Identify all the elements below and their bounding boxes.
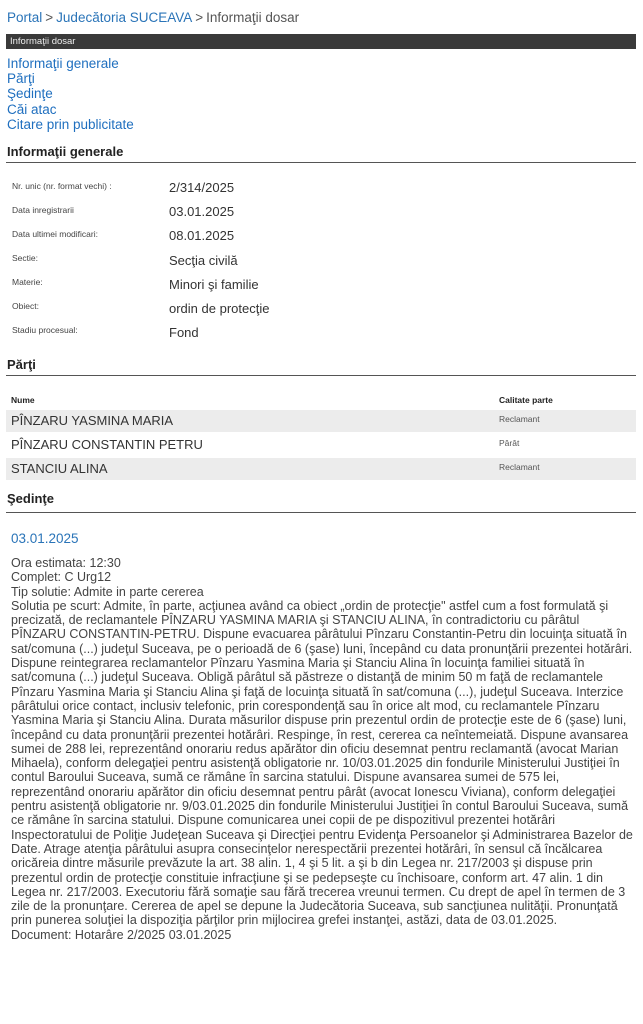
table-row [6,410,636,432]
hearing-tip-solutie: Tip solutie: Admite in parte cererea [11,584,204,599]
party-name: PÎNZARU CONSTANTIN PETRU [11,437,203,452]
nav-link-informatii-generale[interactable]: Informaţii generale [7,56,119,71]
nav-link-cai-atac[interactable]: Căi atac [7,101,57,117]
nav-link-parti[interactable]: Părţi [7,71,35,87]
breadcrumb-separator: > [195,10,204,25]
divider [6,375,636,376]
section-title-general: Informaţii generale [7,144,124,159]
table-header-calitate: Calitate parte [499,395,553,405]
section-title-sedinte: Şedinţe [7,491,54,506]
table-header-nume: Nume [11,395,35,405]
info-label-materie: Materie: [12,277,43,287]
breadcrumb-portal-link[interactable]: Portal [7,10,43,25]
header-bar: Informaţii dosar [6,34,636,49]
hearing-details [11,556,633,942]
hearing-document: Document: Hotarâre 2/2025 03.01.2025 [11,927,232,942]
nav-link-citare[interactable]: Citare prin publicitate [7,116,134,132]
breadcrumb-current: Informaţii dosar [206,10,300,25]
breadcrumb [7,10,299,25]
info-label-data-inregistrarii: Data inregistrarii [12,205,74,215]
info-value-materie: Minori şi familie [169,277,259,292]
table-row [6,434,636,456]
info-label-nr-unic: Nr. unic (nr. format vechi) : [12,181,112,191]
section-title-parti: Părţi [7,357,36,372]
party-name: PÎNZARU YASMINA MARIA [11,413,174,428]
hearing-solutie: Solutia pe scurt: Admite, în parte, acţiunea având ca obiect „ordin de protecţie" astfel cum a fost formulată şi precizată, de reclamantele PÎNZARU YASMINA MARIA şi STANCIU ALINA, în contradictoriu cu pârâtul PÎNZARU CONSTANTIN-PETRU. Dispune evacuarea pârâtului Pînzaru Constantin-Petru din locuinţa situată în sat/comuna (...) judeţul Suceava, pe o perioadă de 6 (şase) luni, începând cu data pronunţării prezentei hotărâri. Dispune reintegrarea reclamantelor Pînzaru Yasmina Maria şi Stanciu Alina în locuinţa familiei situată în sat/comuna (...) judeţul Suceava. Obligă pârâtul să păstreze o distanţă de minim 50 m faţă de reclamantele Pînzaru Yasmina Maria şi Stanciu Alina şi faţă de locuinţa situată în sat/comuna (...), judeţul Suceava. Interzice pârâtului orice contact, inclusiv telefonic, prin corespondenţă sau în orice alt mod, cu reclamantele Pînzaru Yasmina Maria şi Stanciu Alina. Durata măsurilor dispuse prin prezentul ordin de protecţie este de 6 (şase) luni, începând cu data pronunţării prezentei hotărâri. Respinge, în rest, cererea ca neîntemeiată. Dispune avansarea sumei de 288 lei, reprezentând onorariu redus apărător din oficiu desemnat pentru reclamantă (avocat Marian Mihaela), conform delegaţiei pentru asistenţă obligatorie nr. 10/03.01.2025 din fondurile Ministerului Justiţiei în contul Baroului Suceava, sumă ce rămâne în sarcina statului. Dispune avansarea sumei de 575 lei, reprezentând onorariu apărător din oficiu desemnat pentru pârât (avocat Ionescu Viviana), conform delegaţiei pentru asistenţă obligatorie nr. 9/03.01.2025 din fondurile Ministerului Justiţiei în contul Baroului Suceava, sumă ce rămâne în sarcina statului. Dispune comunicarea unei copii de pe dispozitivul prezentei hotărâri Inspectoratului de Poliţie Judeţean Suceava şi Direcţiei pentru Evidenţa Persoanelor şi Administrarea Bazelor de Date. Atrage atenţia pârâtului asupra consecinţelor nerespectării prezentei hotărâri, în sensul că încălcarea oricăreia dintre măsurile prevăzute la art. 38 alin. 1, 4 şi 5 lit. a şi b din Legea nr. 217/2003 şi dispuse prin prezentul ordin de protecţie constituie infracţiune şi se pedepseşte cu închisoare, conform art. 47 alin. 1 din Legea nr. 217/2003. Executoriu fără somaţie sau fără trecerea vreunui termen. Cu drept de apel în termen de 3 zile de la pronunţare. Cererea de apel se depune la Judecătoria Suceava, sub sancţiunea nulităţii. Pronunţată prin punerea soluţiei la dispoziţia părţilor prin mijlocirea grefei instanţei, astăzi, data de 03.01.2025. [11,598,633,928]
info-label-data-modificari: Data ultimei modificari: [12,229,98,239]
divider [6,162,636,163]
party-role: Reclamant [499,462,540,472]
divider [6,512,636,513]
info-value-obiect: ordin de protecţie [169,301,270,316]
info-label-sectie: Sectie: [12,253,38,263]
info-label-obiect: Obiect: [12,301,39,311]
info-label-stadiu: Stadiu procesual: [12,325,78,335]
breadcrumb-court-link[interactable]: Judecătoria SUCEAVA [56,10,193,25]
party-role: Reclamant [499,414,540,424]
section-nav [7,56,134,132]
info-value-nr-unic: 2/314/2025 [169,180,235,195]
info-value-sectie: Secţia civilă [169,253,238,268]
table-row [6,458,636,480]
hearing-complet: Complet: C Urg12 [11,570,112,585]
party-name: STANCIU ALINA [11,461,108,476]
info-value-stadiu: Fond [169,325,199,340]
info-value-data-inregistrarii: 03.01.2025 [169,204,235,219]
nav-link-sedinte[interactable]: Şedinţe [7,86,53,102]
party-role: Pârât [499,438,520,448]
info-value-data-modificari: 08.01.2025 [169,228,235,243]
hearing-ora: Ora estimata: 12:30 [11,556,121,570]
hearing-date: 03.01.2025 [11,531,79,546]
breadcrumb-separator: > [45,10,54,25]
